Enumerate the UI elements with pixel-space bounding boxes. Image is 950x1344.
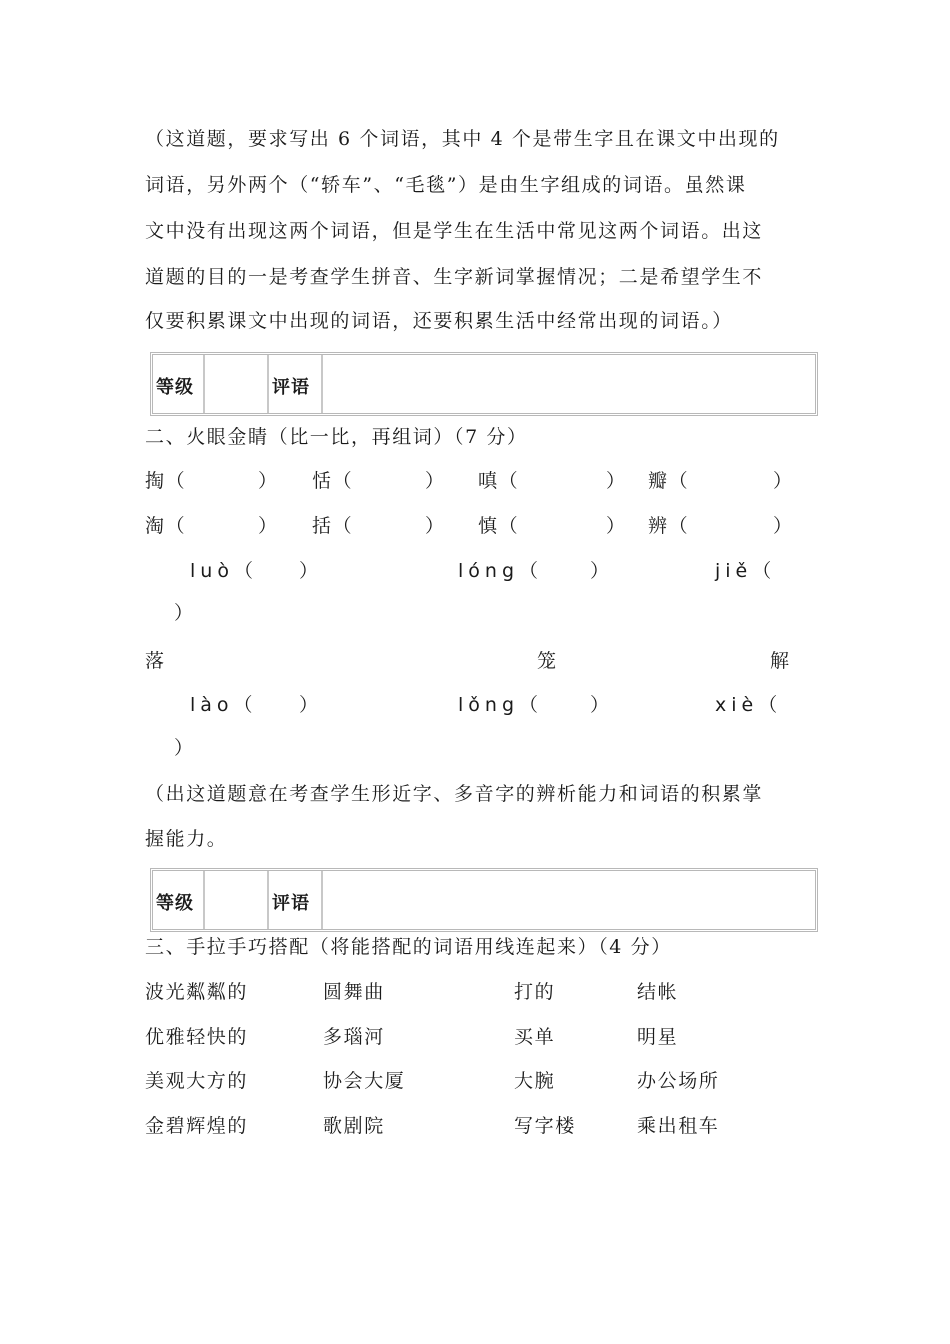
grade-value-cell[interactable] [205,871,269,929]
intro-line-2: 词语，另外两个（“轿车”、“毛毯”）是由生字组成的词语。虽然课 [145,174,747,196]
comment-label: 评语 [272,893,310,914]
pinyin-item: lǒng（ [458,694,544,716]
intro-line-1: （这道题，要求写出 6 个词语，其中 4 个是带生字且在课文中出现的 [145,128,780,150]
match-word[interactable]: 多瑙河 [323,1026,385,1048]
compare-char: 慎（ [478,515,520,537]
section-2-note-line-1: （出这道题意在考查学生形近字、多音字的辨析能力和词语的积累掌 [145,783,764,805]
compare-close: ） [773,515,794,537]
match-word[interactable]: 乘出租车 [637,1115,720,1137]
compare-char: 恬（ [312,470,354,492]
pinyin-item: xiè（ [715,694,783,716]
compare-close: ） [425,515,446,537]
compare-char: 辨（ [648,515,690,537]
polyphone-char: 解 [770,650,791,672]
section-2-title: 二、火眼金睛（比一比，再组词）（7 分） [145,426,528,448]
pinyin-close: ） [299,560,320,582]
pinyin-close: ） [174,737,195,759]
intro-line-3: 文中没有出现这两个词语，但是学生在生活中常见这两个词语。出这 [145,220,764,242]
match-word[interactable]: 歌剧院 [323,1115,385,1137]
pinyin-item: luò（ [190,560,258,582]
match-word[interactable]: 写字楼 [514,1115,576,1137]
match-word[interactable]: 美观大方的 [145,1070,249,1092]
compare-char: 括（ [312,515,354,537]
match-word[interactable]: 打的 [514,981,556,1003]
match-word[interactable]: 金碧辉煌的 [145,1115,249,1137]
compare-close: ） [258,515,279,537]
section-3-title: 三、手拉手巧搭配（将能搭配的词语用线连起来）（4 分） [145,936,672,958]
compare-close: ） [606,470,627,492]
match-word[interactable]: 明星 [637,1026,679,1048]
compare-close: ） [606,515,627,537]
match-word[interactable]: 波光粼粼的 [145,981,249,1003]
pinyin-close: ） [590,560,611,582]
compare-close: ） [258,470,279,492]
grade-label: 等级 [156,893,194,914]
pinyin-item: lóng（ [458,560,544,582]
compare-char: 淘（ [145,515,187,537]
grade-table [150,352,818,416]
section-2-note-line-2: 握能力。 [145,828,228,850]
pinyin-item: jiě（ [715,560,777,582]
match-word[interactable]: 优雅轻快的 [145,1026,249,1048]
pinyin-item: lào（ [190,694,258,716]
intro-line-5: 仅要积累课文中出现的词语，还要积累生活中经常出现的词语。） [145,310,733,332]
grade-table [150,868,818,932]
match-word[interactable]: 圆舞曲 [323,981,385,1003]
pinyin-close: ） [299,694,320,716]
intro-line-4: 道题的目的一是考查学生拼音、生字新词掌握情况；二是希望学生不 [145,266,764,288]
polyphone-char: 落 [145,650,166,672]
match-word[interactable]: 协会大厦 [323,1070,406,1092]
compare-char: 掏（ [145,470,187,492]
match-word[interactable]: 办公场所 [637,1070,720,1092]
grade-value-cell[interactable] [205,355,269,413]
compare-close: ） [425,470,446,492]
comment-label: 评语 [272,377,310,398]
compare-char: 嗔（ [478,470,520,492]
compare-char: 瓣（ [648,470,690,492]
match-word[interactable]: 买单 [514,1026,556,1048]
match-word[interactable]: 结帐 [637,981,679,1003]
pinyin-close: ） [590,694,611,716]
match-word[interactable]: 大腕 [514,1070,556,1092]
grade-label: 等级 [156,377,194,398]
pinyin-close: ） [174,602,195,624]
polyphone-char: 笼 [537,650,558,672]
compare-close: ） [773,470,794,492]
